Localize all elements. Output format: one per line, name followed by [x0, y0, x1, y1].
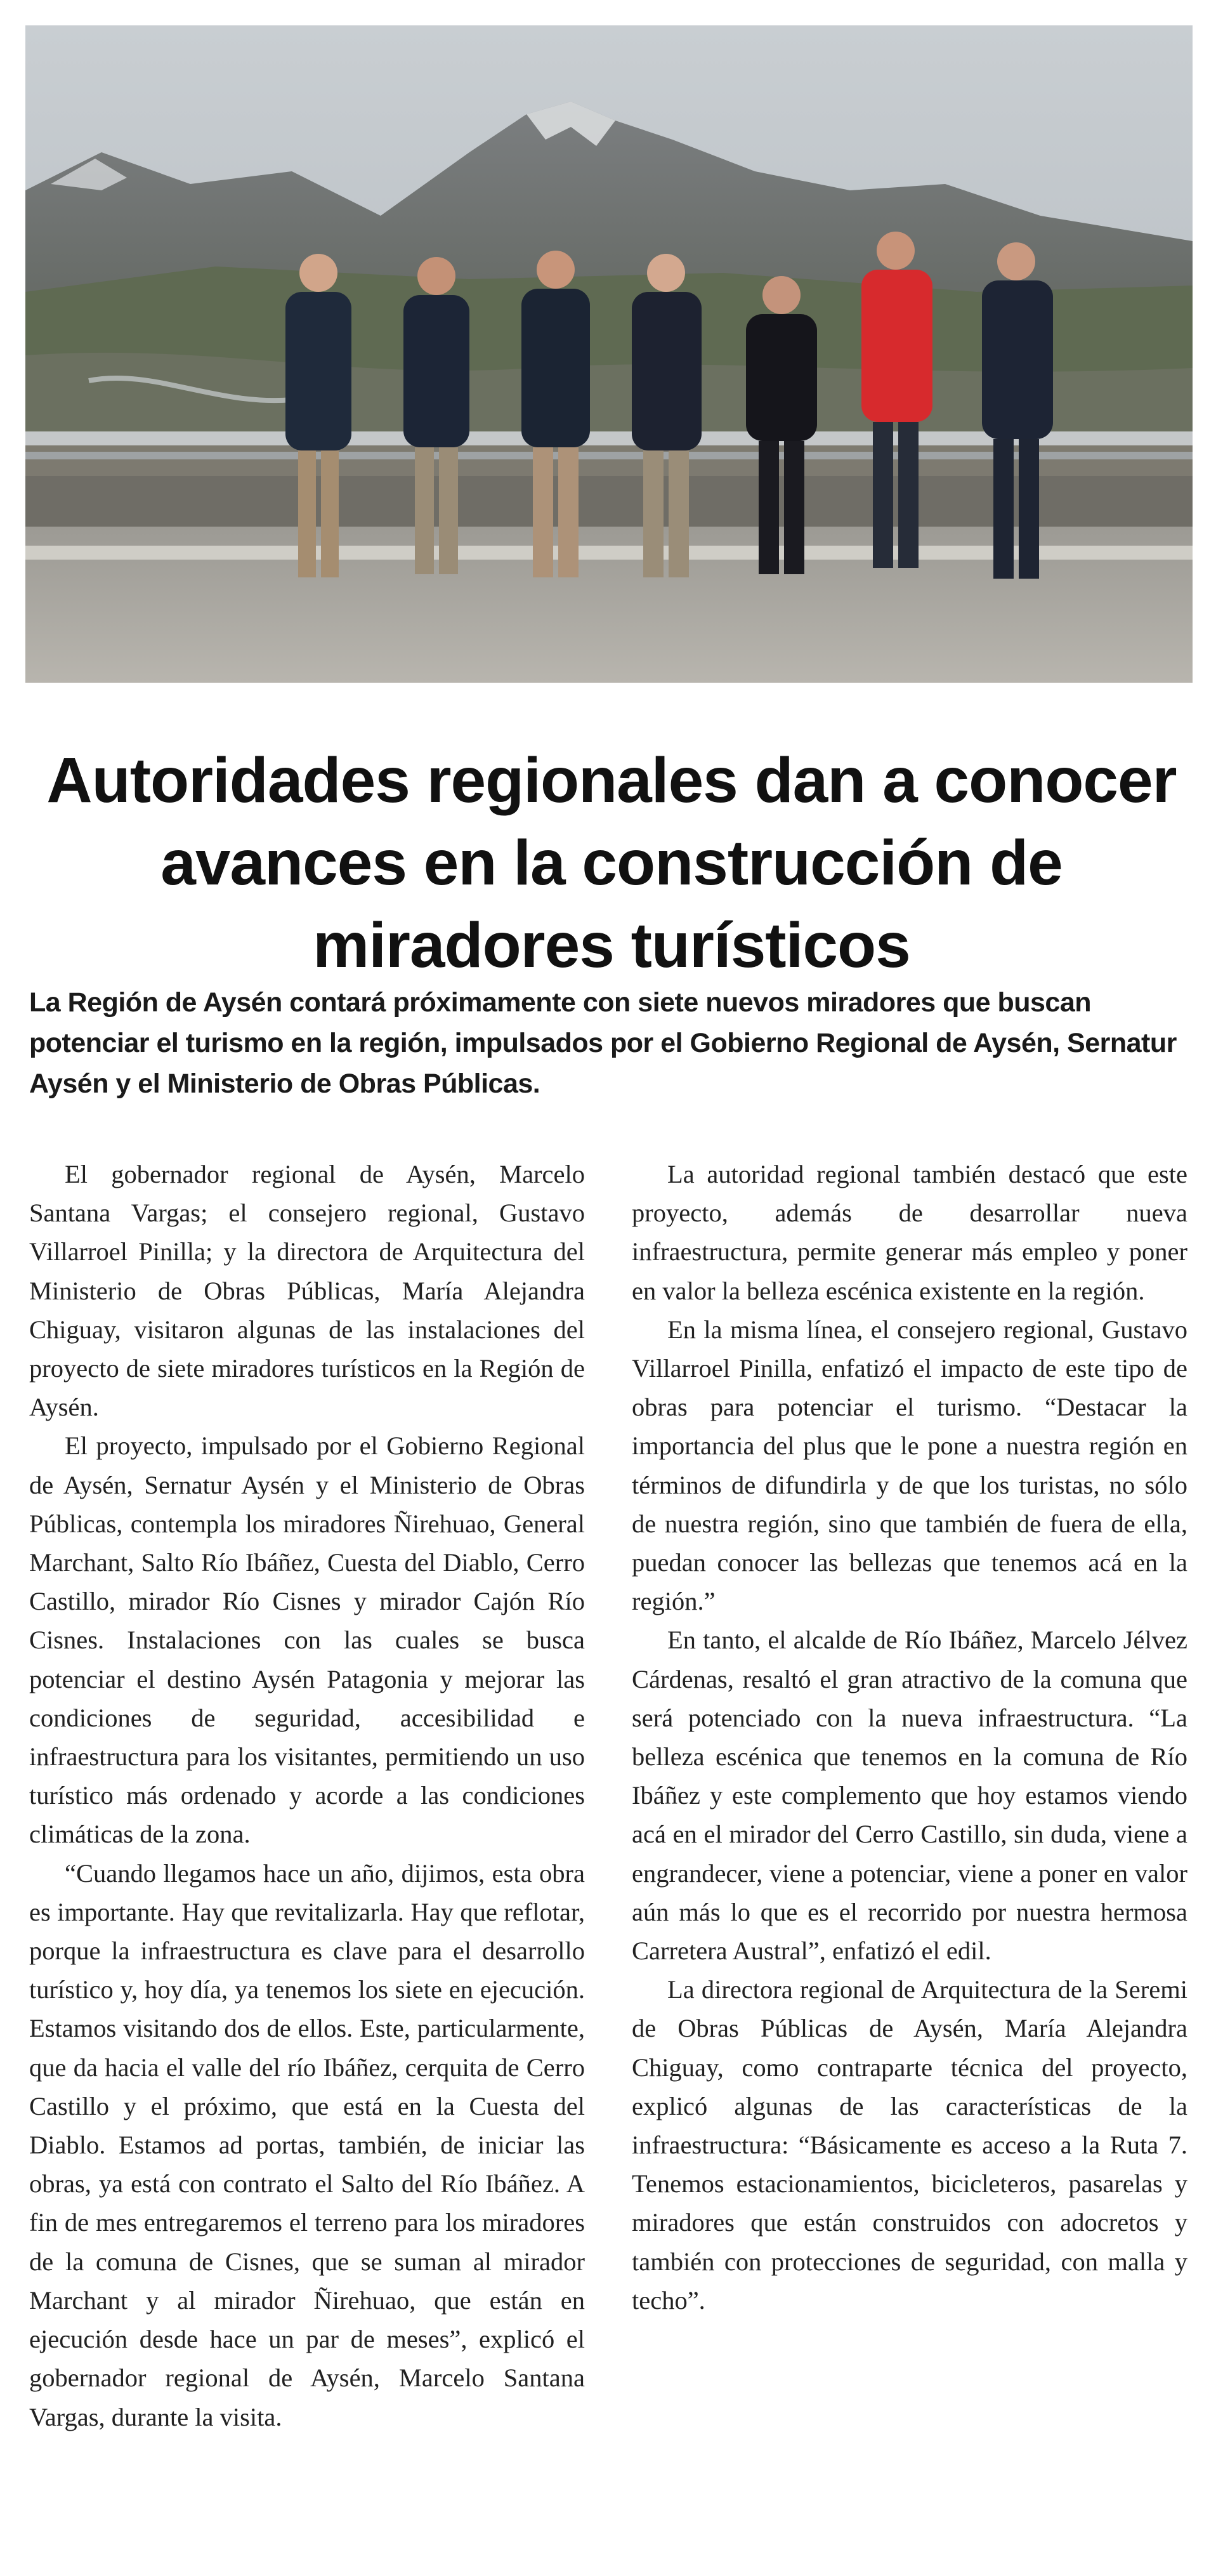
article-paragraph: La directora regional de Arquitectura de la Seremi de Obras Públicas de Aysén, María Alejandra Chiguay, como contraparte técnica del proyecto, explicó algunas de las características de la infraestructura: “Básicamente es acceso a la Ruta 7. Tenemos estacionamientos, bicicleteros, pasarelas y miradores que están construidos con adocretos y también con protecciones de seguridad, con malla y techo”.: [632, 1975, 1187, 2315]
article-paragraph: La autoridad regional también destacó que este proyecto, además de desarrollar nueva infraestructura, permite generar más empleo y poner en valor la belleza escénica existente en la región.: [632, 1160, 1187, 1305]
article-paragraph: El gobernador regional de Aysén, Marcelo Santana Vargas; el consejero regional, Gustavo Villarroel Pinilla; y la directora de Arquitectura del Ministerio de Obras Públicas, María Alejandra Chiguay, visitaron algunas de las instalaciones del proyecto de siete miradores turísticos en la Región de Aysén.: [29, 1160, 585, 1422]
article-column-left: [29, 1155, 585, 2436]
article-lead: La Región de Aysén contará próximamente con siete nuevos miradores que buscan potenciar el turismo en la región, impulsados por el Gobierno Regional de Aysén, Sernatur Aysén y el Ministerio de Obras Públicas.: [29, 987, 1177, 1099]
article-paragraph: En tanto, el alcalde de Río Ibáñez, Marcelo Jélvez Cárdenas, resaltó el gran atractivo de la comuna que será potenciado con la nueva infraestructura. “La belleza escénica que tenemos en la comuna de Río Ibáñez y este complemento que hoy estamos viendo acá en el mirador del Cerro Castillo, sin duda, viene a engrandecer, viene a potenciar, viene a poner en valor aún más lo que es el recorrido por nuestra hermosa Carretera Austral”, enfatizó el edil.: [632, 1626, 1187, 1966]
article-column-right: [632, 1155, 1187, 2320]
article-photo: [25, 25, 1193, 683]
article-paragraph: “Cuando llegamos hace un año, dijimos, esta obra es importante. Hay que revitalizarla. Hay que reflotar, porque la infraestructura es clave para el desarrollo turístico y, hoy día, ya tenemos los siete en ejecución. Estamos visitando dos de ellos. Este, particularmente, que da hacia el valle del río Ibáñez, cerquita de Cerro Castillo y el próximo, que está en la Cuesta del Diablo. Estamos ad portas, también, de iniciar las obras, ya está con contrato el Salto del Río Ibáñez. A fin de mes entregaremos el terreno para los miradores de la comuna de Cisnes, que se suman al mirador Marchant y al mirador Ñirehuao, que están en ejecución desde hace un par de meses”, explicó el gobernador regional de Aysén, Marcelo Santana Vargas, durante la visita.: [29, 1858, 585, 2431]
article-title: Autoridades regionales dan a conocer avances en la construcción de miradores turísticos: [46, 745, 1177, 981]
mountain-viewpoint-photo: [25, 25, 1193, 683]
article-paragraph: En la misma línea, el consejero regional, Gustavo Villarroel Pinilla, enfatizó el impacto de este tipo de obras para potenciar el turismo. “Destacar la importancia del plus que le pone a nuestra región en términos de difundirla y de que los turistas, no sólo de nuestra región, sino que también de fuera de ella, puedan conocer las bellezas que tenemos acá en la región.”: [632, 1315, 1187, 1616]
article-paragraph: El proyecto, impulsado por el Gobierno Regional de Aysén, Sernatur Aysén y el Ministerio de Obras Públicas, contempla los miradores Ñirehuao, General Marchant, Salto Río Ibáñez, Cuesta del Diablo, Cerro Castillo, mirador Río Cisnes y mirador Cajón Río Cisnes. Instalaciones con las cuales se busca potenciar el destino Aysén Patagonia y mejorar las condiciones de seguridad, accesibilidad e infraestructura para los visitantes, permitiendo un uso turístico más ordenado y acorde a las condiciones climáticas de la zona.: [29, 1431, 585, 1849]
